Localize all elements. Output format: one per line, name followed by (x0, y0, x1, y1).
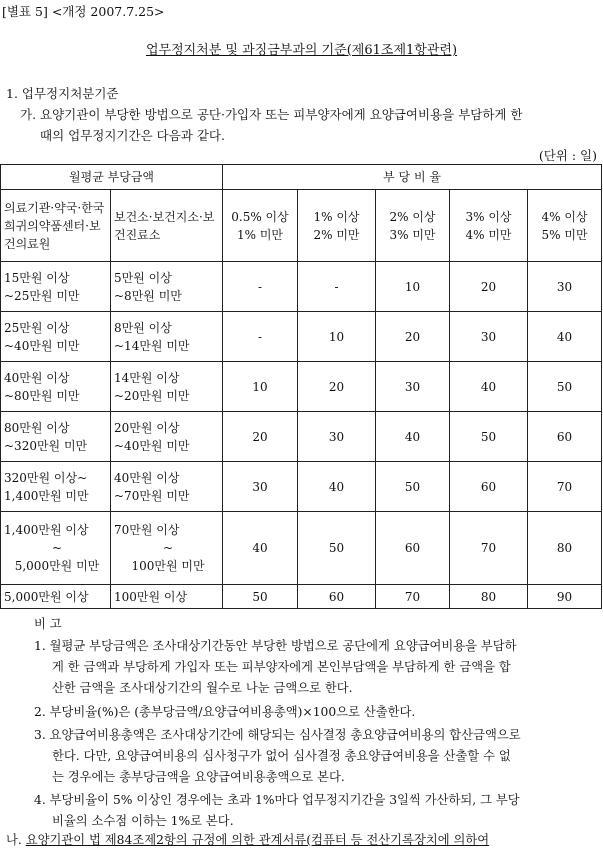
ratio-col: 1% 이상 2% 미만 (298, 190, 376, 262)
note-3-line3: 는 경우에는 총부당금액을 요양급여비용총액으로 본다. (52, 770, 345, 784)
table-cell: 14만원 이상 ~20만원 미만 (111, 362, 223, 412)
table-cell: 15만원 이상 ~25만원 미만 (1, 262, 111, 312)
table-cell: - (223, 262, 298, 312)
table-cell: 30 (528, 262, 602, 312)
note-1-line1: 1. 월평균 부당금액은 조사대상기간동안 부당한 방법으로 공단에게 요양급여비용을 부담하 (34, 639, 517, 653)
item-na-prefix: 나. (6, 833, 26, 847)
table-cell: - (223, 312, 298, 362)
ratio-col: 4% 이상 5% 미만 (528, 190, 602, 262)
suspension-table (0, 164, 602, 609)
table-cell: 8만원 이상 ~14만원 미만 (111, 312, 223, 362)
item-ga-line1: 가. 요양기관이 부당한 방법으로 공단·가입자 또는 피부양자에게 요양급여비용을 부담하게 한 (20, 107, 523, 122)
table-cell: 70 (376, 585, 450, 609)
table-subheader-row (1, 190, 602, 262)
col-medical-institutions: 의료기관·약국·한국 희귀의약품센터·보 건의료원 (1, 190, 111, 262)
table-cell: 40 (528, 312, 602, 362)
table-cell: 90 (528, 585, 602, 609)
table-cell: 1,400만원 이상 ~ 5,000만원 미만 (1, 512, 111, 585)
table-cell: 10 (298, 312, 376, 362)
table-row (1, 412, 602, 462)
table-cell: 30 (223, 462, 298, 512)
annex-label (2, 2, 165, 20)
header-ratio: 부 당 비 율 (223, 165, 602, 190)
section-heading: 1. 업무정지처분기준 (6, 86, 119, 101)
table-cell: 25만원 이상 ~40만원 미만 (1, 312, 111, 362)
table-cell: 60 (528, 412, 602, 462)
item-ga-line2: 때의 업무정지기간은 다음과 같다. (40, 128, 225, 143)
table-cell: 80만원 이상 ~320만원 미만 (1, 412, 111, 462)
table-cell: 50 (298, 512, 376, 585)
table-cell: 30 (450, 312, 528, 362)
table-cell: 50 (528, 362, 602, 412)
col-health-centers: 보건소·보건지소·보 건진료소 (111, 190, 223, 262)
table-cell: 100만원 이상 (111, 585, 223, 609)
table-row (1, 512, 602, 585)
note-2: 2. 부당비율(%)은 (총부당금액/요양급여비용총액)×100으로 산출한다. (34, 705, 416, 719)
table-cell: 70만원 이상 ~ 100만원 미만 (111, 512, 223, 585)
title-suffix: (제61조제1항관련) (346, 43, 458, 58)
table-row (1, 585, 602, 609)
annex-number: [별표 5] (2, 4, 48, 19)
table-cell: 80 (528, 512, 602, 585)
table-cell: 50 (450, 412, 528, 462)
table-cell: 20만원 이상 ~40만원 미만 (111, 412, 223, 462)
table-cell: 40만원 이상 ~70만원 미만 (111, 462, 223, 512)
table-cell: 40만원 이상 ~80만원 미만 (1, 362, 111, 412)
table-cell: 50 (376, 462, 450, 512)
table-cell: 70 (528, 462, 602, 512)
table-row (1, 312, 602, 362)
table-header-row (1, 165, 602, 190)
table-cell: 30 (298, 412, 376, 462)
item-na-text: 요양기관이 법 제84조제2항의 규정에 의한 관계서류(컴퓨터 등 전산기록장치에 의하여 (25, 833, 490, 847)
note-1-line2: 게 한 금액과 부당하게 가입자 또는 피부양자에게 본인부담액을 부담하게 한 금액을 합 (52, 660, 511, 674)
table-cell: 5,000만원 이상 (1, 585, 111, 609)
table-cell: 40 (298, 462, 376, 512)
table-cell: 30 (376, 362, 450, 412)
ratio-col: 2% 이상 3% 미만 (376, 190, 450, 262)
table-cell: 80 (450, 585, 528, 609)
table-cell: 20 (450, 262, 528, 312)
table-cell: 10 (223, 362, 298, 412)
document-title (0, 39, 603, 58)
table-cell: 20 (298, 362, 376, 412)
table-cell: 20 (376, 312, 450, 362)
table-cell: 50 (223, 585, 298, 609)
table-cell: 40 (376, 412, 450, 462)
note-3-line2: 한다. 다만, 요양급여비용의 심사청구가 없어 심사결정 총요양급여비용을 산출할 수 없 (52, 749, 511, 763)
table-cell: 5만원 이상 ~8만원 미만 (111, 262, 223, 312)
table-cell: 70 (450, 512, 528, 585)
table-cell: 40 (223, 512, 298, 585)
table-cell: 60 (450, 462, 528, 512)
table-cell: 20 (223, 412, 298, 462)
note-1-line3: 산한 금액을 조사대상기간의 월수로 나눈 금액으로 한다. (52, 681, 353, 695)
ratio-col: 0.5% 이상 1% 미만 (223, 190, 298, 262)
note-4-line2: 비율의 소수점 이하는 1%로 본다. (52, 814, 234, 828)
table-cell: 320만원 이상~ 1,400만원 미만 (1, 462, 111, 512)
table-cell: 40 (450, 362, 528, 412)
unit-label: (단위 : 일) (538, 148, 597, 163)
table-row (1, 462, 602, 512)
table-cell: - (298, 262, 376, 312)
table-cell: 60 (376, 512, 450, 585)
note-4-line1: 4. 부당비율이 5% 이상인 경우에는 초과 1%마다 업무정지기간을 3일씩 가산하되, 그 부당 (34, 793, 520, 807)
table-cell: 60 (298, 585, 376, 609)
notes-heading: 비 고 (34, 617, 62, 631)
table-row (1, 362, 602, 412)
revision-date: <개정 2007.7.25> (51, 4, 165, 19)
ratio-col: 3% 이상 4% 미만 (450, 190, 528, 262)
title-main: 업무정지처분 및 과징금부과의 기준 (145, 43, 347, 58)
table-cell: 10 (376, 262, 450, 312)
table-row (1, 262, 602, 312)
note-3-line1: 3. 요양급여비용총액은 조사대상기간에 해당되는 심사결정 총요양급여비용의 합산금액으로 (34, 728, 521, 742)
header-amount: 월평균 부당금액 (1, 165, 223, 190)
